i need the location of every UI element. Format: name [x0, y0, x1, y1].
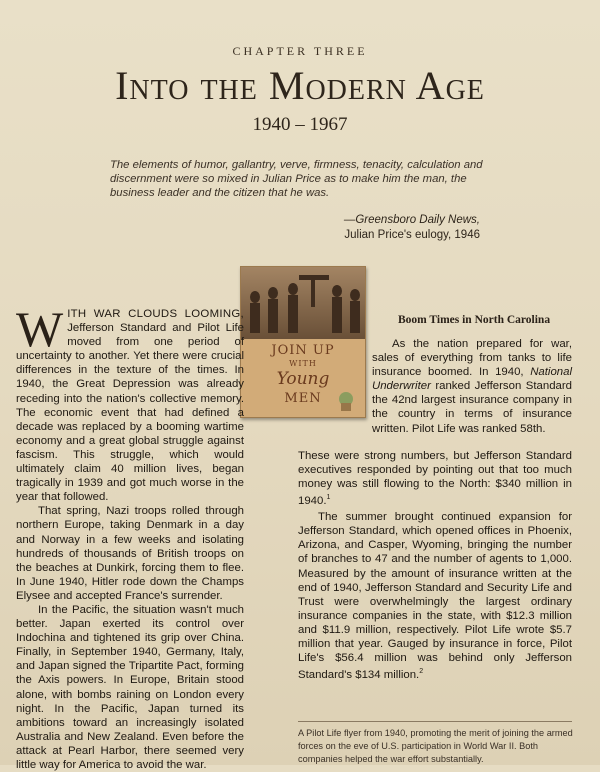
left-column: [16, 301, 244, 772]
right-paragraph-1-part-c: These were strong numbers, but Jefferson Standard executives responded by pointing out that too much money was still flowing to the North: $340 million in 1940.: [298, 450, 572, 508]
epigraph-note: Julian Price's eulogy, 1946: [344, 229, 480, 241]
right-paragraph-1-continued: [298, 449, 572, 508]
lead-in: ITH WAR CLOUDS LOOMING,: [67, 308, 244, 320]
epigraph-source: —Greensboro Daily News,: [343, 214, 480, 226]
chapter-title: Into the Modern Age: [115, 63, 485, 108]
flyer-line-2: WITH: [289, 359, 317, 368]
left-paragraph-1: [16, 301, 244, 504]
right-paragraph-2: [298, 510, 572, 682]
left-paragraph-2: That spring, Nazi troops rolled through northern Europe, taking Denmark in a day and Norway in a few weeks and isolating hundreds of thousands of British troops on the beaches at Dunkirk, forcing them to flee. In June 1940, Hitler rode down the Champs Elysee and accepted France's surrender.: [16, 505, 244, 602]
caption-divider: [298, 721, 572, 722]
section-subhead: Boom Times in North Carolina: [398, 314, 551, 326]
flyer-line-4: MEN: [284, 391, 322, 406]
flyer-line-3: Young: [276, 369, 330, 389]
chapter-label: CHAPTER THREE: [232, 44, 368, 58]
footnote-1: 1: [326, 494, 331, 502]
epigraph-quote: The elements of humor, gallantry, verve, firmness, tenacity, calculation and discernment were so mixed in Julian Price as to make him the man, the business leader and the citizen that he was.: [110, 159, 483, 199]
right-paragraph-1-part-a: As the nation prepared for war, sales of everything from tanks to life insurance boomed. In 1940,: [372, 338, 572, 379]
footnote-2: 2: [419, 668, 424, 676]
publication-title: National Underwriter: [372, 366, 572, 393]
left-paragraph-1-text: Jefferson Standard and Pilot Life moved from one period of uncertainty to another. Yet there were crucial differences in the texture of the times. In 1940, the Great Depression was already receding into the nation's collective memory. The economic event that had defined a decade was replaced by a booming wartime economy and a great global struggle against fascism. This struggle, which would ultimately claim 40 million lives, began tragically in 1939 and got much worse in the year that followed.: [16, 322, 244, 504]
pilot-life-flyer-image: [240, 266, 366, 418]
right-column-bottom: [298, 449, 572, 682]
flyer-line-1: JOIN UP: [271, 343, 335, 358]
epigraph-attribution: [260, 213, 480, 243]
image-caption: A Pilot Life flyer from 1940, promoting the merit of joining the armed forces on the eve of U.S. participation in World War II. Both companies helped the war effort substantially.: [298, 728, 573, 764]
right-paragraph-2-text: The summer brought continued expansion for Jefferson Standard, which opened offices in Phoenix, Arizona, and Casper, Wyoming, bringing the number of branches to 47 and the number of agents to 1,000. Measured by the amount of insurance written at the end of 1940, Jefferson Standard and Security Life and Trust were overwhelmingly the largest ordinary insurance companies in the state, with $12.3 million and $11.9 million, respectively. Pilot Life wrote $5.7 million that year. Gauged by insurance in force, Pilot Life's $56.4 million was behind only Jefferson Standard's $134 million.: [298, 511, 572, 681]
left-paragraph-3: In the Pacific, the situation wasn't much better. Japan exerted its control over Indochina and tightened its grip over China. Finally, in September 1940, Germany, Italy, and Japan signed the Tripartite Pact, forming the Axis powers. In Europe, Britain stood alone, with bombs raining on London every night. In the Pacific, Japan turned its ambitions toward an increasingly isolated Australia and New Zealand. Even before the attack at Pearl Harbor, there seemed very little way for America to avoid the war.: [16, 603, 244, 771]
chapter-years: 1940 – 1967: [252, 114, 348, 135]
drop-cap: W: [16, 301, 64, 357]
right-paragraph-1: [372, 337, 572, 436]
right-paragraph-1-part-b: ranked Jefferson Standard the 42nd largest insurance company in the country in terms of insurance written. Pilot Life was ranked 58th.: [372, 380, 572, 435]
right-column-top: [372, 337, 572, 436]
